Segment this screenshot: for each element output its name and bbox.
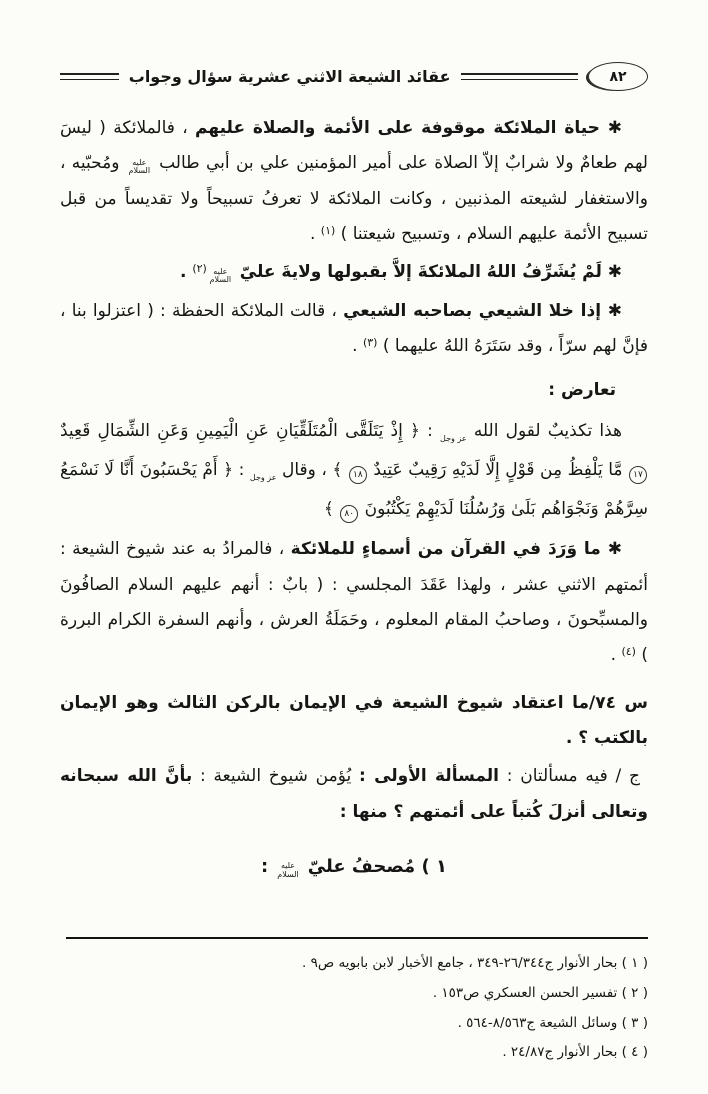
text-run: . bbox=[352, 336, 363, 357]
mushaf-ali-heading bbox=[60, 848, 648, 885]
footnote-ref-3: (٣) bbox=[362, 336, 378, 350]
quran-verse: : ﴿ إِذْ يَتَلَقَّى الْمُتَلَقِّيَانِ عَنِ الْيَمِينِ وَعَنِ الشِّمَالِ قَعِيدٌ bbox=[60, 420, 441, 441]
text-run: يُؤمن شيوخ الشيعة : bbox=[192, 766, 360, 787]
header-rule-right bbox=[461, 73, 578, 80]
text-run: : bbox=[261, 856, 275, 878]
honorific-azza-wa-jall-icon: عز وجل bbox=[249, 472, 277, 482]
footnote-ref-4: (٤) bbox=[621, 645, 636, 659]
answer-paragraph bbox=[60, 759, 648, 830]
text-run: . bbox=[610, 645, 622, 666]
section-heading-contradiction: تعارض : bbox=[548, 379, 616, 400]
text-run: بأنَّ الله سبحانه وتعالى أنزلَ كُتباً على أئمتهم ؟ منها : bbox=[60, 766, 648, 822]
text-run: ١ ) مُصحفُ عليّ bbox=[301, 856, 447, 878]
text-run: . bbox=[309, 224, 321, 245]
page-body bbox=[60, 111, 648, 937]
question-74: س ٧٤/ما اعتقاد شيوخ الشيعة في الإيمان بالركن الثالث وهو الإيمان بالكتب ؟ . bbox=[60, 692, 648, 748]
paragraph-quran-refutation bbox=[60, 412, 648, 529]
honorific-alayhi-salam-icon: عليه السلام bbox=[128, 157, 151, 176]
page-number-ornament bbox=[588, 62, 648, 91]
verse-end-marker: ١٧ bbox=[629, 466, 647, 484]
quran-verse: مَّا يَلْفِظُ مِن قَوْلٍ إِلَّا لَدَيْهِ رَقِيبٌ عَتِيدٌ bbox=[367, 459, 628, 480]
book-title: عقائد الشيعة الاثني عشرية سؤال وجواب bbox=[128, 67, 451, 86]
paragraph-lead: ✱ لَمْ يُشَرِّفُ اللهُ الملائكةَ إلاَّ بقبولها ولايةَ عليّ bbox=[233, 262, 622, 283]
paragraph-lead: ✱ إذا خلا الشيعي بصاحبه الشيعي bbox=[343, 300, 622, 321]
footnotes-list bbox=[60, 949, 648, 1068]
text-run: ﴾ ، وقال bbox=[276, 459, 348, 480]
honorific-alayhi-salam-icon: عليه السلام bbox=[209, 266, 232, 285]
honorific-alayhi-salam-icon: عليه السلام bbox=[277, 861, 299, 880]
footnote-1: ( ١ ) بحار الأنوار ج٢٦/٣٤٤-٣٤٩ ، جامع الأخبار لابن بابويه ص٩ . bbox=[302, 955, 648, 972]
paragraph-guardian-angels bbox=[60, 294, 648, 365]
footnote-ref-1: (١) bbox=[320, 224, 336, 238]
footnote-ref-2: (٢) bbox=[192, 262, 207, 276]
footnote-2: ( ٢ ) تفسير الحسن العسكري ص١٥٣ . bbox=[432, 984, 648, 1001]
footnote-3: ( ٣ ) وسائل الشيعة ج٨/٥٦٣-٥٦٤ . bbox=[457, 1014, 648, 1031]
quran-verse: : ﴿ أَمْ يَحْسَبُونَ أَنَّا لَا نَسْمَعُ سِرَّهُمْ وَنَجْوَاهُم بَلَىٰ وَرُسُلُنَا لَدَيْهِمْ يَكْتُبُونَ bbox=[60, 459, 648, 520]
paragraph-lead: ✱ حياة الملائكة موقوفة على الأئمة والصلاة عليهم bbox=[195, 118, 622, 138]
text-run: ومُحبّيه ، والاستغفار لشيعته المذنبين ، وكانت الملائكة لا تعرفُ تسبيحاً ولا تقديساً من قبل تسبيح الأئمة عليهم السلام ، وتسبيح شيعتنا ) bbox=[60, 153, 648, 245]
answer-issue-one-label: المسألة الأولى : bbox=[359, 766, 499, 787]
text-run: ، قالت الملائكة الحفظة : ( اعتزلوا بنا ، فإنَّ لهم سرّاً ، وقد سَتَرَهُ اللهُ عليهما ) bbox=[60, 300, 648, 357]
verse-end-marker: ٨٠ bbox=[340, 505, 358, 523]
text-run: . bbox=[179, 262, 193, 283]
page-number: ٨٢ bbox=[609, 68, 627, 85]
text-run: ﴾ bbox=[323, 499, 340, 520]
verse-end-marker: ١٨ bbox=[349, 466, 367, 484]
text-run: ، فالملائكة ( ليسَ لهم طعامٌ ولا شرابٌ إلاّ الصلاة على أمير المؤمنين علي بن أبي طالب bbox=[60, 118, 648, 174]
page-header bbox=[60, 62, 648, 91]
footnotes-section bbox=[60, 937, 648, 1068]
text-run: ج / فيه مسألتان : bbox=[498, 766, 641, 787]
paragraph-angels-honor bbox=[60, 255, 648, 290]
paragraph-lead: ✱ ما وَرَدَ في القرآن من أسماءٍ للملائكة bbox=[290, 539, 622, 560]
footnote-4: ( ٤ ) بحار الأنوار ج٢٤/٨٧ . bbox=[502, 1044, 648, 1061]
text-run: ، فالمرادُ به عند شيوخ الشيعة : أئمتهم الاثني عشر ، ولهذا عَقَدَ المجلسي : ( بابٌ : أنهم عليهم السلام الصافُونَ والمسبِّحونَ ، وصاحبُ المقام المعلوم ، وحَمَلَةُ العرش ، وأنهم السفرة الكرام البررة ) bbox=[60, 539, 648, 666]
honorific-azza-wa-jall-icon: عز وجل bbox=[440, 433, 467, 443]
paragraph-angels-life bbox=[60, 111, 648, 252]
paragraph-angel-names bbox=[60, 532, 648, 673]
text-run: هذا تكذيبٌ لقول الله bbox=[466, 420, 622, 441]
footnotes-divider bbox=[66, 937, 648, 939]
header-rule-left bbox=[60, 73, 119, 80]
